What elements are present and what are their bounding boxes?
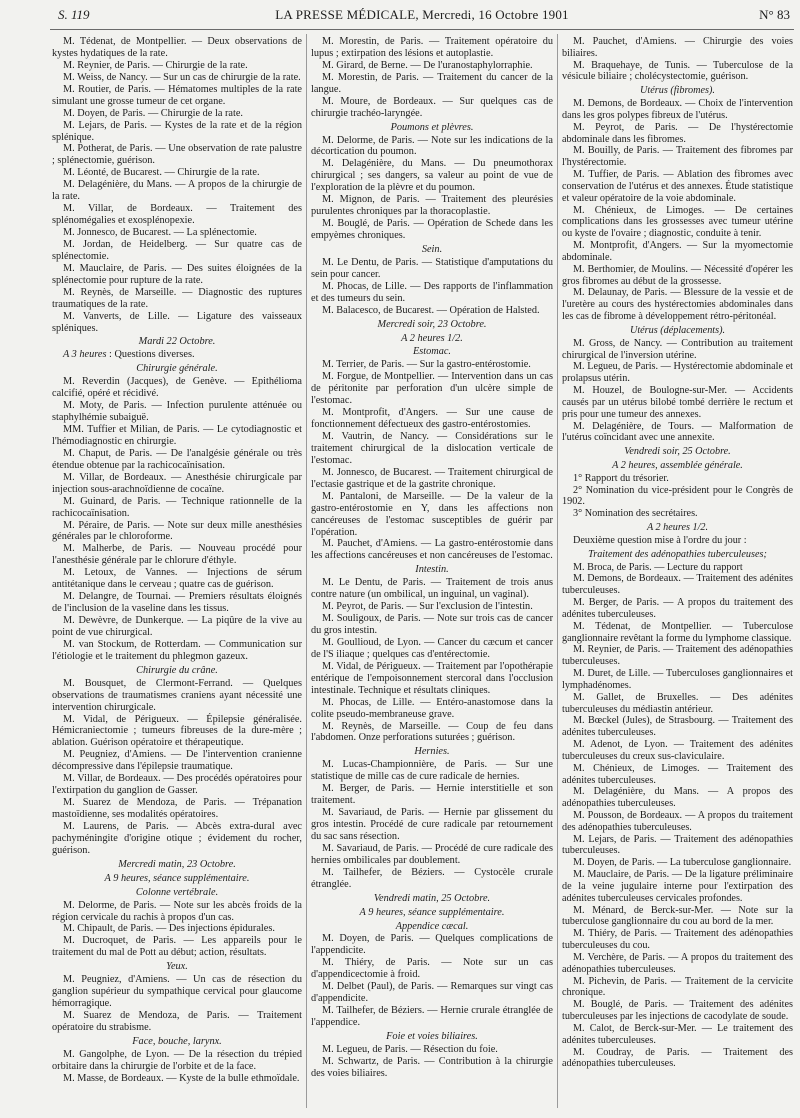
entry: M. Girard, de Berne. — De l'uranostaphylorraphie. [322,59,533,71]
entry: M. Calot, de Berck-sur-Mer. — Le traitement des adénites tuberculeuses. [562,1022,793,1046]
entry: M. Delagénière, du Mans. — A propos de la chirurgie de la rate. [52,179,302,203]
entry: M. Bouilly, de Paris. — Traitement des fibromes par l'hystérectomie. [562,145,793,169]
entry: M. Reynier, de Paris. — Chirurgie de la rate. [63,59,248,71]
entry: M. Lejars, de Paris. — Kystes de la rate et de la région splénique. [52,119,302,143]
entry: M. Chipault, de Paris. — Des injections épidurales. [63,923,275,935]
entry: M. Bousquet, de Clermont-Ferrand. — Quelques observations de traumatismes craniens ayant nécessité une intervention chirurgicale. [52,677,302,713]
entry: M. Suarez de Mendoza, de Paris. — Traitement opératoire du strabisme. [52,1010,302,1033]
entry: M. Mauclaire, de Paris. — De la ligature préliminaire de la veine jugulaire interne pour l'extirpation des adénites tuberculeuses cervicales profondes. [562,869,793,904]
section-heading: Utérus (fibromes). [640,85,715,97]
entry: M. Montprofit, d'Angers. — Sur la myomectomie abdominale. [562,240,793,263]
entry: M. Coudray, de Paris. — Traitement des adénopathies tuberculeuses. [562,1046,793,1070]
entry: 2° Nomination du vice-président pour le Congrès de 1902. [562,484,793,508]
entry: M. Pauchet, d'Amiens. — Chirurgie des voies biliaires. [562,36,793,59]
entry: M. Vidal, de Périgueux. — Épilepsie généralisée. Hémicraniectomie ; tumeurs fibreuses de la dure-mère ; ablation. Guérison opératoire et thérapeutique. [52,713,302,749]
entry: M. Gangolphe, de Lyon. — De la résection du trépied orbitaire dans la chirurgie de l'orbite et de la face. [52,1048,302,1072]
entry: M. Reynès, de Marseille. — Diagnostic des ruptures traumatiques de la rate. [52,286,302,310]
entry: M. Doyen, de Paris. — Chirurgie de la rate. [63,107,243,119]
entry: M. Delagénière, du Mans. — Du pneumothorax chirurgical ; ses dangers, sa valeur au point de vue de l'exploration de la plèvre et du poumon. [311,158,553,194]
entry: M. Verchère, de Paris. — A propos du traitement des adénopathies tuberculeuses. [562,951,793,975]
entry: M. Delagénière, du Mans. — A propos des adénopathies tuberculeuses. [562,786,793,810]
section-heading: Face, bouche, larynx. [132,1035,222,1047]
section-heading: Yeux. [166,961,188,973]
entry: M. Villar, de Bordeaux. — Anesthésie chirurgicale par injection sous-arachnoïdienne de cocaïne. [52,471,302,495]
entry: M. Souligoux, de Paris. — Note sur trois cas de cancer du gros intestin. [311,613,553,636]
section-heading: Chirurgie du crâne. [136,664,218,676]
section-heading: A 2 heures, assemblée générale. [612,459,743,471]
column-rule [306,34,307,1108]
section-heading: Mardi 22 Octobre. [138,336,216,348]
section-heading: Colonne vertébrale. [135,886,219,898]
entry: M. Phocas, de Lille. — Entéro-anastomose dans la colite pseudo-membraneuse grave. [311,696,553,720]
entry: M. van Stockum, de Rotterdam. — Communication sur l'étiologie et le traitement du phlegmon gazeux. [52,638,302,662]
entry: M. Delaunay, de Paris. — Blessure de la vessie et de l'uretère au cours des hystérectomies abdominales dans les cas de fibrome à développement rétro-péritonéal. [562,287,793,323]
section-heading: Intestin. [415,564,449,576]
entry: M. Routier, de Paris. — Hématomes multiples de la rate simulant une grosse tumeur de cet organe. [52,83,302,107]
header-rule [50,29,794,30]
entry: M. Peyrot, de Paris. — De l'hystérectomie abdominale dans les fibromes. [562,121,793,145]
entry: M. Le Dentu, de Paris. — Statistique d'amputations du sein pour cancer. [311,256,553,280]
column-1 [52,36,302,1085]
entry: M. Chénieux, de Limoges. — Traitement des adénites tuberculeuses. [562,762,793,786]
entry: M. Broca, de Paris. — Lecture du rapport [573,561,743,573]
entry: M. Mauclaire, de Paris. — Des suites éloignées de la splénectomie pour rupture de la rate. [52,262,302,286]
entry: M. Legueu, de Paris. — Hystérectomie abdominale et prolapsus utérin. [562,361,793,385]
entry: M. Pantaloni, de Marseille. — De la valeur de la gastro-entérostomie en Y, dans les affections non cancéreuses de l'estomac susceptibles de guérir par l'opération. [311,490,553,538]
column-rule [557,34,558,1108]
section-heading: A 9 heures, séance supplémentaire. [359,906,505,918]
entry: 3° Nomination des secrétaires. [573,508,698,520]
entry: M. Duret, de Lille. — Tuberculoses ganglionnaires et lymphadénomes. [562,668,793,691]
entry [52,349,302,361]
page-header [50,6,794,24]
entry: M. Vautrin, de Nancy. — Considérations sur le traitement chirurgical de la dislocation verticale de l'estomac. [311,431,553,466]
entry: M. Péraire, de Paris. — Note sur deux mille anesthésies générales par le chloroforme. [52,519,302,543]
section-heading: Vendredi matin, 25 Octobre. [373,892,491,904]
entry: M. Pichevin, de Paris. — Traitement de la cervicite chronique. [562,975,793,999]
entry: M. Balacesco, de Bucarest. — Opération de Halsted. [322,304,540,316]
section-heading: Hernies. [414,746,450,758]
entry: M. Potherat, de Paris. — Une observation de rate palustre ; splénectomie, guérison. [52,143,302,167]
entry: M. Delorme, de Paris. — Note sur les indications de la décortication du poumon. [311,134,553,158]
entry: M. Masse, de Bordeaux. — Kyste de la bulle ethmoïdale. [63,1072,300,1084]
entry: M. Berthomier, de Moulins. — Nécessité d'opérer les gros fibromes au début de la grossesse. [562,263,793,287]
section-heading: Chirurgie générale. [136,363,218,375]
entry-text: : Questions diverses. [106,349,195,361]
entry: M. Jordan, de Heidelberg. — Sur quatre cas de splénectomie. [52,238,302,262]
entry: M. Jonnesco, de Bucarest. — Traitement chirurgical de l'ectasie gastrique et de la gastrite chronique. [311,466,553,490]
entry: M. Bouglé, de Paris. — Opération de Schede dans les empyèmes chroniques. [311,218,553,241]
entry: M. Villar, de Bordeaux. — Des procédés opératoires pour l'extirpation du ganglion de Gasser. [52,773,302,797]
entry: M. Demons, de Bordeaux. — Traitement des adénites tuberculeuses. [562,573,793,597]
section-heading: Mercredi soir, 23 Octobre. [377,318,487,330]
entry: M. Weiss, de Nancy. — Sur un cas de chirurgie de la rate. [63,71,301,83]
entry: M. Savariaud, de Paris. — Hernie par glissement du gros intestin. Procédé de cure radicale par retournement du sac sans résection. [311,807,553,842]
section-heading: Estomac. [412,346,452,358]
section-heading: Foie et voies biliaires. [386,1030,478,1042]
entry: M. Reynier, de Paris. — Traitement des adénopathies tuberculeuses. [562,644,793,668]
section-heading: Traitement des adénopathies tuberculeuses; [588,548,767,560]
entry: M. Gross, de Nancy. — Contribution au traitement chirurgical de l'inversion utérine. [562,337,793,361]
entry: M. Peugniez, d'Amiens. — De l'intervention cranienne décompressive dans l'épilepsie traumatique. [52,749,302,773]
section-heading: Vendredi soir, 25 Octobre. [624,446,731,458]
entry: 1° Rapport du trésorier. [573,472,669,484]
entry: M. Delagénière, de Tours. — Malformation de l'utérus coïncidant avec une annexite. [562,420,793,444]
entry: M. Le Dentu, de Paris. — Traitement de trois anus contre nature (un ombilical, un inguinal, un vaginal). [311,577,553,601]
entry: M. Peugniez, d'Amiens. — Un cas de résection du ganglion supérieur du sympathique cervical pour glaucome hémorragique. [52,974,302,1010]
entry: M. Guinard, de Paris. — Technique rationnelle de la rachicocaïnisation. [52,495,302,519]
entry: MM. Tuffier et Milian, de Paris. — Le cytodiagnostic et l'hémodiagnostic en chirurgie. [52,424,302,447]
issue-number: N° 83 [759,7,790,22]
entry: M. Dewèvre, de Dunkerque. — La piqûre de la vive au point de vue chirurgical. [52,615,302,638]
entry: M. Tailhefer, de Béziers. — Cystocèle crurale étranglée. [311,866,553,890]
entry: M. Léonté, de Bucarest. — Chirurgie de la rate. [63,167,260,179]
section-heading: A 2 heures 1/2. [401,332,463,344]
journal-title: LA PRESSE MÉDICALE, Mercredi, 16 Octobre 1901 [275,7,569,22]
entry: M. Thiéry, de Paris. — Note sur un cas d'appendicectomie à froid. [311,957,553,981]
entry: M. Villar, de Bordeaux. — Traitement des splénomégalies et exosplénopexie. [52,203,302,227]
entry: M. Malherbe, de Paris. — Nouveau procédé pour l'anesthésie générale par le chlorure d'éthyle. [52,543,302,567]
entry: M. Pauchet, d'Amiens. — La gastro-entérostomie dans les affections cancéreuses et non cancéreuses de l'estomac. [311,538,553,562]
entry: M. Montprofit, d'Angers. — Sur une cause de fonctionnement défectueux des gastro-entérostomies. [311,407,553,431]
entry: M. Savariaud, de Paris. — Procédé de cure radicale des hernies ombilicales par doublement. [311,842,553,866]
entry: M. Adenot, de Lyon. — Traitement des adénites tuberculeuses du creux sus-claviculaire. [562,739,793,762]
entry: M. Morestin, de Paris. — Traitement du cancer de la langue. [311,71,553,95]
entry: M. Moure, de Bordeaux. — Sur quelques cas de chirurgie trachéo-laryngée. [311,95,553,119]
entry: M. Ménard, de Berck-sur-Mer. — Note sur la tuberculose ganglionnaire du cou au bord de la mer. [562,904,793,928]
entry: M. Jonnesco, de Bucarest. — La splénectomie. [63,227,257,238]
entry: M. Schwartz, de Paris. — Contribution à la chirurgie des voies biliaires. [311,1055,553,1079]
entry: M. Thiéry, de Paris. — Traitement des adénopathies tuberculeuses du cou. [562,928,793,952]
entry: M. Chénieux, de Limoges. — De certaines complications dans les grossesses avec tumeur utérine ou kyste de l'ovaire ; diagnostic, conduite à tenir. [562,204,793,240]
page-section-number: S. 119 [58,7,90,22]
entry: M. Mignon, de Paris. — Traitement des pleurésies purulentes chroniques par la thoracoplastie. [311,194,553,218]
entry: M. Letoux, de Vannes. — Injections de sérum antitétanique dans le cerveau ; quatre cas de guérison. [52,567,302,591]
entry: M. Vanverts, de Lille. — Ligature des vaisseaux spléniques. [52,310,302,334]
entry-lead: A 3 heures [63,349,107,361]
section-heading: Appendice cæcal. [395,920,469,932]
section-heading: A 9 heures, séance supplémentaire. [104,872,250,884]
entry: M. Gallet, de Bruxelles. — Des adénites tuberculeuses du médiastin antérieur. [562,691,793,715]
section-heading: Poumons et plèvres. [390,121,474,133]
entry: M. Berger, de Paris. — Hernie interstitielle et son traitement. [311,783,553,807]
section-heading: Mercredi matin, 23 Octobre. [118,858,236,870]
entry: M. Terrier, de Paris. — Sur la gastro-entérostomie. [322,359,531,371]
section-heading: Utérus (déplacements). [629,324,726,336]
entry: M. Bouglé, de Paris. — Traitement des adénites tuberculeuses par les injections de cacodylate de soude. [562,999,793,1023]
section-heading: A 2 heures 1/2. [646,522,709,534]
entry: M. Delorme, de Paris. — Note sur les abcès froids de la région cervicale du rachis à propos d'un cas. [52,899,302,923]
entry: M. Pousson, de Bordeaux. — A propos du traitement des adénopathies tuberculeuses. [562,810,793,833]
entry: M. Berger, de Paris. — A propos du traitement des adénites tuberculeuses. [562,597,793,620]
entry: M. Doyen, de Paris. — Quelques complications de l'appendicite. [311,933,553,957]
entry: M. Vidal, de Périgueux. — Traitement par l'opothérapie entérique de l'empoisonnement stercoral dans l'occlusion intestinale. Technique et résultats cliniques. [311,660,553,696]
entry: M. Bœckel (Jules), de Strasbourg. — Traitement des adénites tuberculeuses. [562,715,793,739]
entry: M. Reynès, de Marseille. — Coup de feu dans l'abdomen. Onze perforations suturées ; guérison. [311,720,553,744]
entry: M. Demons, de Bordeaux. — Choix de l'intervention dans les gros polypes fibreux de l'utérus. [562,98,793,121]
entry: M. Tédenat, de Montpellier. — Tuberculose ganglionnaire revêtant la forme du lymphome classique. [562,620,793,644]
entry: M. Doyen, de Paris. — La tuberculose ganglionnaire. [573,857,792,869]
entry: M. Tuffier, de Paris. — Ablation des fibromes avec conservation de l'utérus et des annexes. Étude statistique et valeur opératoire de la voie abdominale. [562,169,793,204]
section-heading: Sein. [421,243,443,255]
entry: M. Lucas-Championnière, de Paris. — Sur une statistique de mille cas de cure radicale de hernies. [311,759,553,783]
entry: M. Legueu, de Paris. — Résection du foie. [322,1043,498,1055]
entry: M. Phocas, de Lille. — Des rapports de l'inflammation et des tumeurs du sein. [311,280,553,304]
entry: M. Peyrot, de Paris. — Sur l'exclusion de l'intestin. [322,601,533,613]
column-2 [311,36,553,1080]
entry: M. Ducroquet, de Paris. — Les appareils pour le traitement du mal de Pott au début; action, résultats. [52,935,302,959]
column-3 [562,36,793,1070]
entry: M. Moty, de Paris. — Infection purulente atténuée ou staphylhémie subaiguë. [52,400,302,424]
entry: M. Morestin, de Paris. — Traitement opératoire du lupus ; extirpation des lésions et autoplastie. [311,36,553,59]
entry: M. Reverdin (Jacques), de Genève. — Epithélioma calcifié, opéré et récidivé. [52,376,302,400]
entry: M. Forgue, de Montpellier. — Intervention dans un cas de péritonite par perforation d'un ulcère simple de l'estomac. [311,371,553,407]
entry: M. Houzel, de Boulogne-sur-Mer. — Accidents causés par un utérus bilobé tombé derrière le rectum et pris pour une tumeur des annexes. [562,385,793,420]
entry: M. Tédenat, de Montpellier. — Deux observations de kystes hydatiques de la rate. [52,36,302,59]
entry: Deuxième question mise à l'ordre du jour : [573,534,747,546]
entry: M. Laurens, de Paris. — Abcès extra-dural avec pachyméningite d'origine otique ; évidement du rocher, guérison. [52,820,302,856]
entry: M. Lejars, de Paris. — Traitement des adénopathies tuberculeuses. [562,833,793,857]
entry: M. Goullioud, de Lyon. — Cancer du cæcum et cancer de l'S iliaque ; quelques cas d'entérectomie. [311,636,553,660]
entry: M. Chaput, de Paris. — De l'analgésie générale ou très étendue obtenue par la rachicocaïnisation. [52,447,302,471]
entry: M. Braquehaye, de Tunis. — Tuberculose de la vésicule biliaire ; cholécystectomie, guérison. [562,59,793,83]
entry: M. Delbet (Paul), de Paris. — Remarques sur vingt cas d'appendicite. [311,981,553,1005]
entry: M. Tailhefer, de Béziers. — Hernie crurale étranglée de l'appendice. [311,1005,553,1028]
entry: M. Suarez de Mendoza, de Paris. — Trépanation mastoïdienne, ses modalités opératoires. [52,797,302,820]
entry: M. Delangre, de Tournai. — Premiers résultats éloignés de l'inclusion de la vaseline dans les tissus. [52,591,302,615]
